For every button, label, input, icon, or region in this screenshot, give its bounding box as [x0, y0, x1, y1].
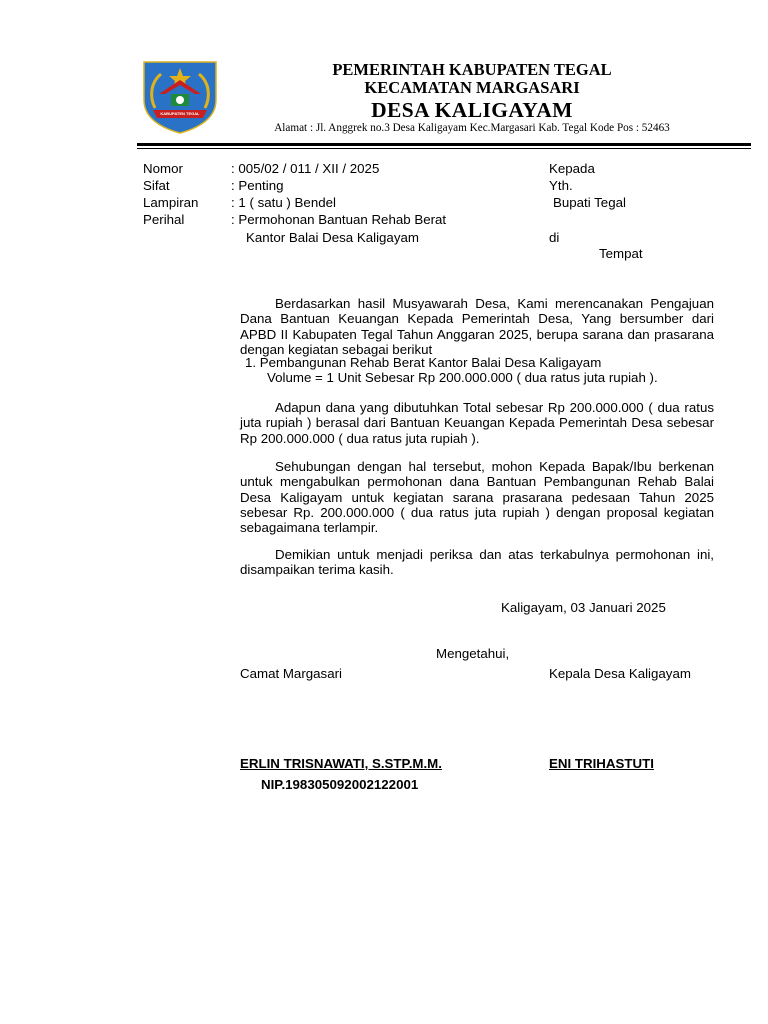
recipient-name: Bupati Tegal [553, 195, 626, 210]
signatory-left-title: Camat Margasari [240, 666, 342, 681]
emblem-ribbon-text: KABUPATEN TEGAL [160, 111, 200, 116]
place-date: Kaligayam, 03 Januari 2025 [501, 600, 666, 615]
government-line: PEMERINTAH KABUPATEN TEGAL [332, 60, 612, 79]
mengetahui-label: Mengetahui, [436, 646, 510, 661]
list-item-1-volume: Volume = 1 Unit Sebesar Rp 200.000.000 ( dua ratus juta rupiah ). [267, 370, 658, 385]
recipient-kepada: Kepada [549, 161, 595, 176]
signatory-left-nip: NIP.198305092002122001 [261, 777, 419, 792]
lampiran-value: : 1 ( satu ) Bendel [231, 195, 336, 210]
body-paragraph-1 [240, 296, 714, 357]
sifat-label: Sifat [143, 178, 170, 193]
signatory-right-name: ENI TRIHASTUTI [549, 756, 654, 771]
signatory-right-title: Kepala Desa Kaligayam [549, 666, 691, 681]
paragraph-text: Berdasarkan hasil Musyawarah Desa, Kami merencanakan Pengajuan Dana Bantuan Keuangan Kepada Pemerintah Desa, Yang bersumber dari APBD II Kabupaten Tegal Tahun Anggaran 2025, berupa sarana dan prasarana dengan kegiatan sebagai berikut [240, 296, 714, 357]
recipient-di: di [549, 230, 560, 245]
body-paragraph-4 [240, 547, 714, 578]
body-paragraph-2 [240, 400, 714, 446]
header-divider-thin [137, 148, 751, 149]
village-title: DESA KALIGAYAM [371, 98, 573, 122]
lampiran-label: Lampiran [143, 195, 199, 210]
nomor-value: : 005/02 / 011 / XII / 2025 [231, 161, 380, 176]
signatory-left-name: ERLIN TRISNAWATI, S.STP.M.M. [240, 756, 442, 771]
address-line: Alamat : Jl. Anggrek no.3 Desa Kaligayam Kec.Margasari Kab. Tegal Kode Pos : 52463 [274, 122, 670, 134]
recipient-place: Tempat [599, 246, 643, 261]
nomor-label: Nomor [143, 161, 183, 176]
kabupaten-tegal-emblem [141, 60, 219, 134]
paragraph-text: Sehubungan dengan hal tersebut, mohon Kepada Bapak/Ibu berkenan untuk mengabulkan permohonan dana Bantuan Pembangunan Rehab Balai Desa Kaligayam untuk kegiatan sarana prasarana pedesaan Tahun 2025 sebesar Rp. 200.000.000 ( dua ratus juta rupiah ) dengan proposal kegiatan sebagaimana terlampir. [240, 459, 714, 536]
perihal-value: : Permohonan Bantuan Rehab Berat [231, 212, 447, 227]
perihal-label: Perihal [143, 212, 185, 227]
recipient-yth: Yth. [549, 178, 573, 193]
sifat-value: : Penting [231, 178, 284, 193]
header-divider-thick [137, 143, 751, 146]
perihal-value-continued: Kantor Balai Desa Kaligayam [246, 230, 419, 245]
list-item-1: 1. Pembangunan Rehab Berat Kantor Balai Desa Kaligayam [245, 355, 602, 370]
district-line: KECAMATAN MARGASARI [364, 78, 580, 97]
body-paragraph-3 [240, 459, 714, 535]
paragraph-text: Demikian untuk menjadi periksa dan atas terkabulnya permohonan ini, disampaikan terima kasih. [240, 547, 714, 578]
paragraph-text: Adapun dana yang dibutuhkan Total sebesar Rp 200.000.000 ( dua ratus juta rupiah ) berasal dari Bantuan Keuangan Kepada Pemerintah Desa sebesar Rp 200.000.000 ( dua ratus juta rupiah ). [240, 400, 714, 446]
